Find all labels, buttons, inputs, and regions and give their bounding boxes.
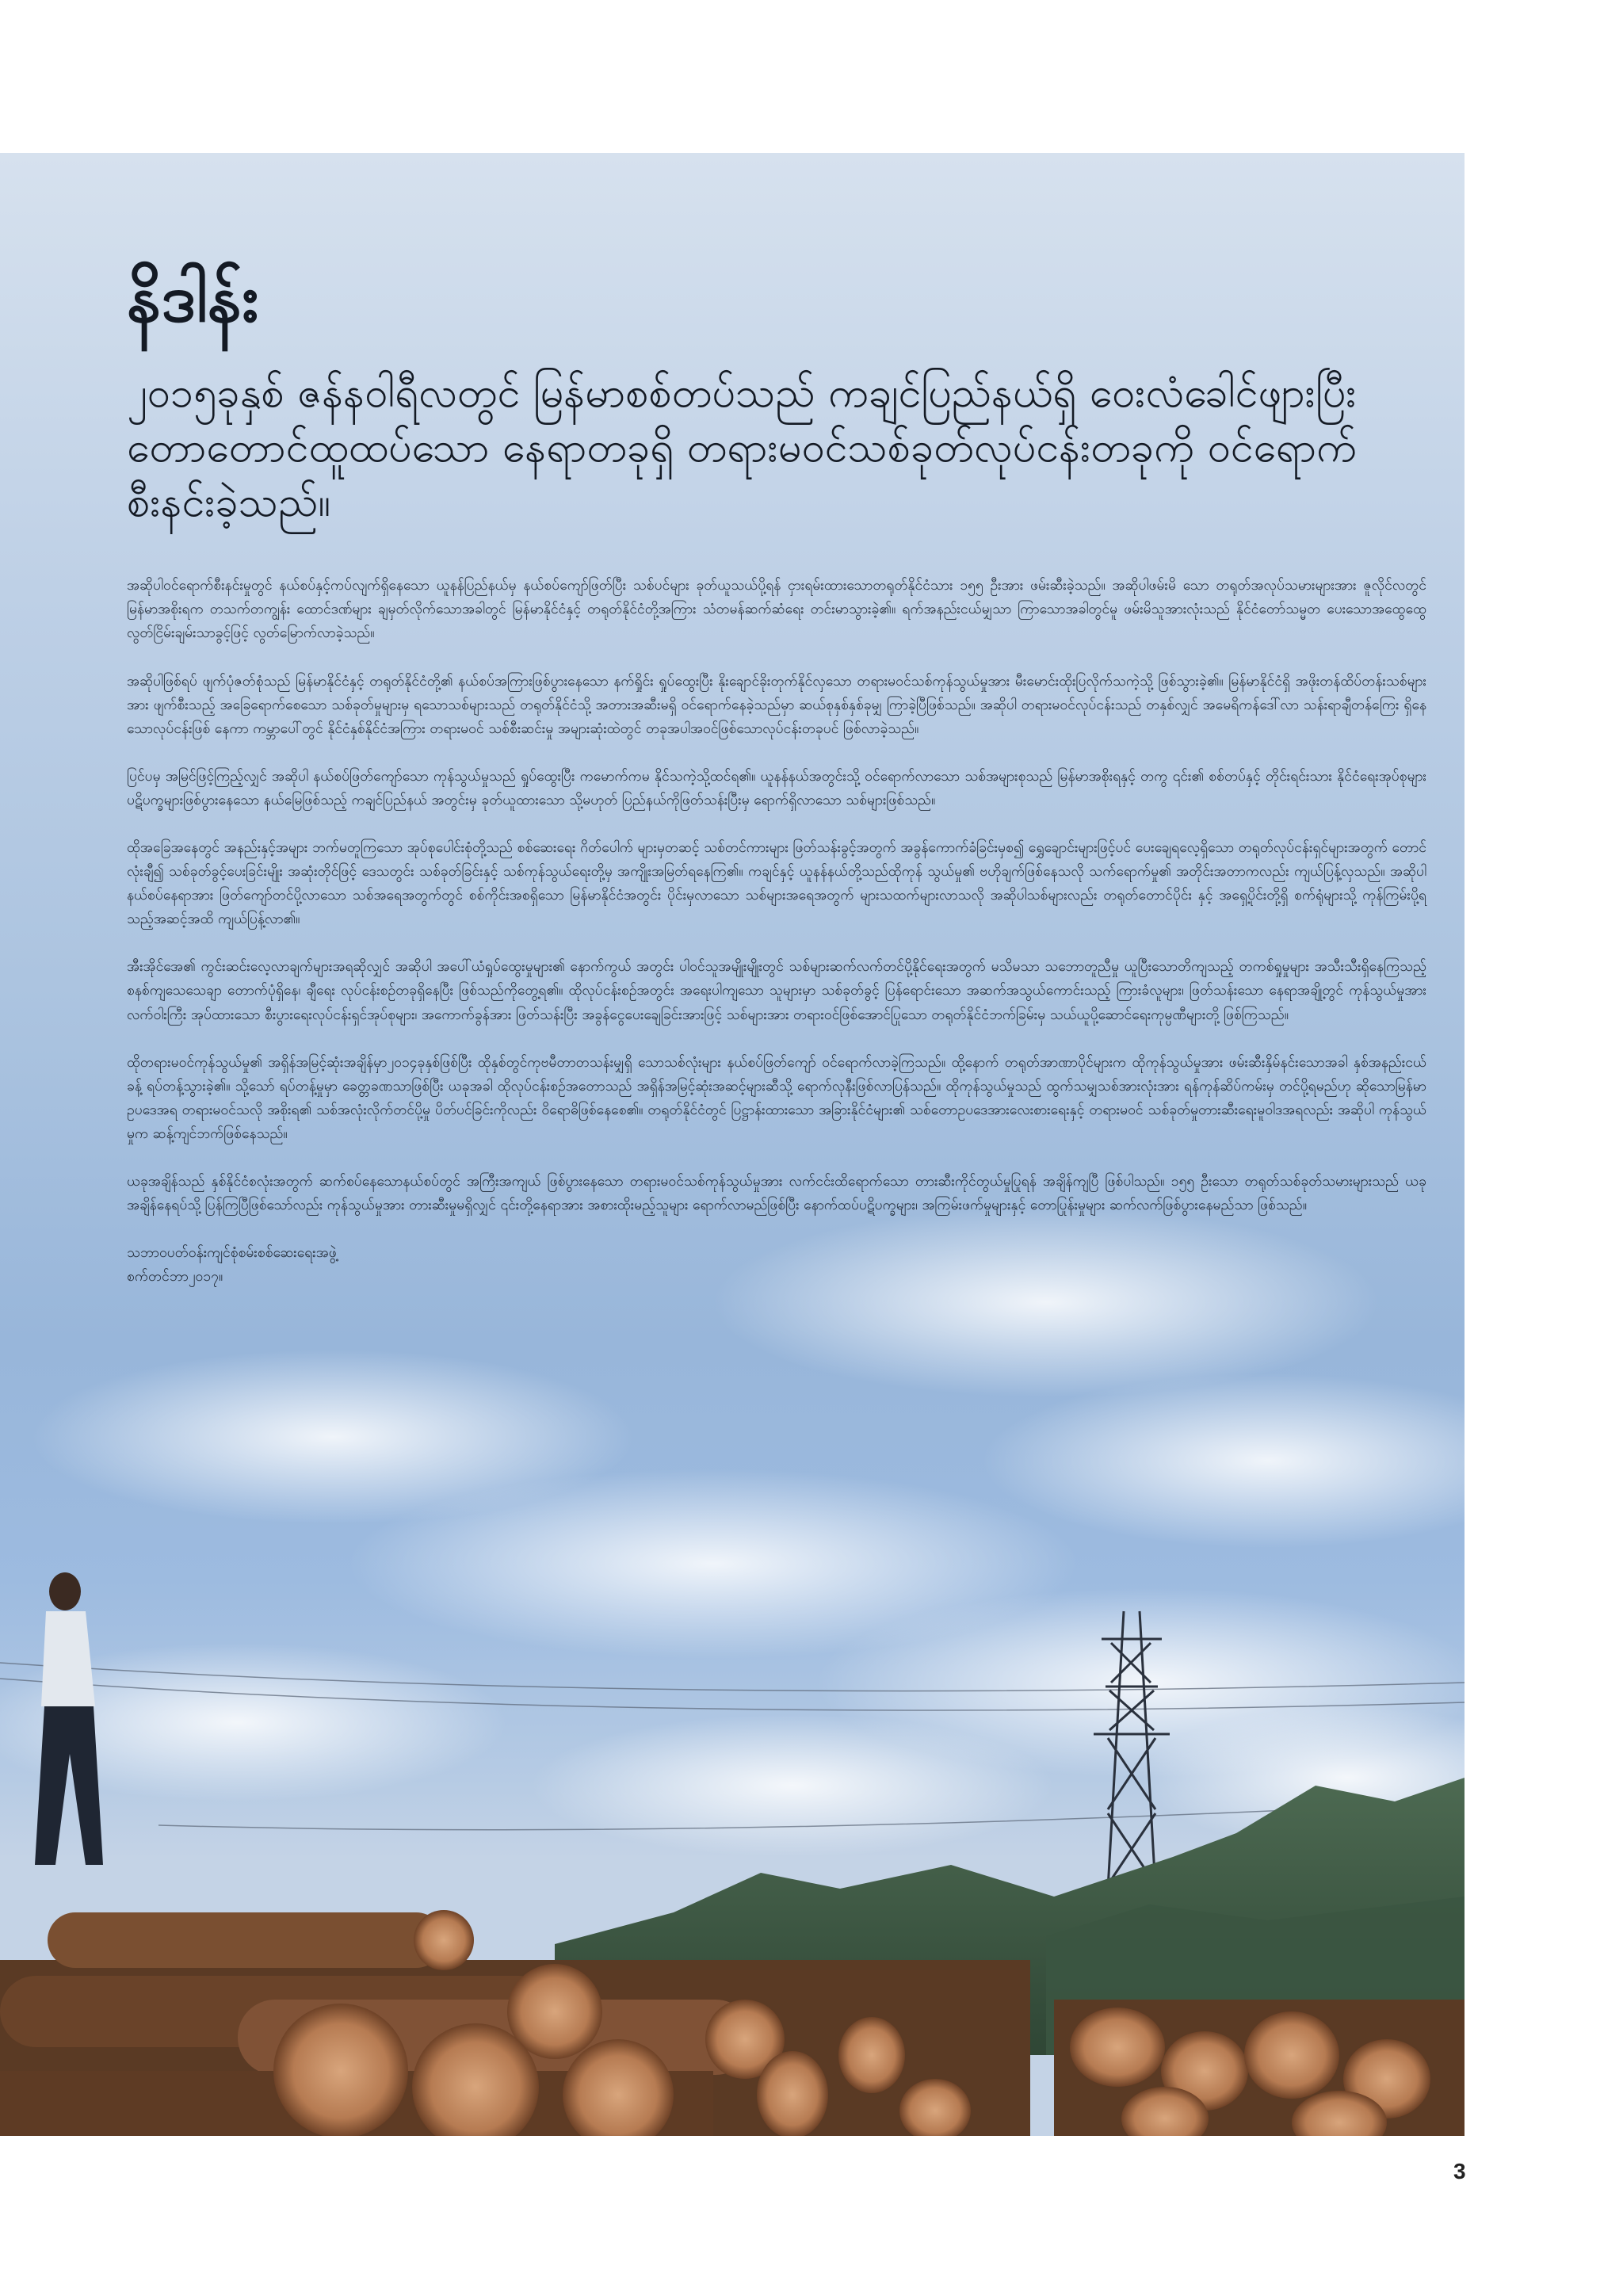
- log-pile-right: [1054, 2000, 1465, 2136]
- body-paragraph-2: အဆိုပါဖြစ်ရပ် ဖျက်ပုံဇတ်စုံသည် မြန်မာနိုင်ငံနှင့် တရုတ်နိုင်ငံတို့၏ နယ်စပ်အကြားဖြစ်ပွားနေသော နက်ရှိုင်း ရှုပ်ထွေးပြီး နိုးချောင်ခိုးတုက်နိုင်လှသော တရားမဝင်သစ်ကုန်သွယ်မှုအား မီးမောင်းထိုးပြလိုက်သကဲ့သို့ ဖြစ်သွားခဲ့၏။ မြန်မာနိုင်ငံရှိ အဖိုးတန်ထိပ်တန်းသစ်များအား ဖျက်စီးသည့် အခြေရောက်စေသော သစ်ခုတ်မှုများမှ ရသောသစ်များသည် တရုတ်နိုင်ငံသို့ အတားအဆီးမရှိ ဝင်ရောက်နေခဲ့သည်မှာ ဆယ်စုနှစ်နှစ်ခုမျှ ကြာခဲ့ပြီဖြစ်သည်။ အဆိုပါ တရားမဝင်လုပ်ငန်းသည် တနှစ်လျှင် အမေရိကန်ဒေါ်လာ သန်းရာချီတန်ကြေး ရှိနေသောလုပ်ငန်းဖြစ် နေကာ ကမ္ဘာပေါ်တွင် နိုင်ငံနှစ်နိုင်ငံအကြား တရားမဝင် သစ်စီးဆင်းမှု အများဆုံးထဲတွင် တခုအပါအဝင်ဖြစ်သောလုပ်ငန်းတခုပင် ဖြစ်လာခဲ့သည်။: [127, 673, 1426, 737]
- body-paragraph-7: ယခုအချိန်သည် နှစ်နိုင်ငံစလုံးအတွက် ဆက်စပ်နေသောနယ်စပ်တွင် အကြီးအကျယ် ဖြစ်ပွားနေသော တရားမဝင်သစ်ကုန်သွယ်မှုအား လက်ငင်းထိရောက်သော တားဆီးကိုင်တွယ်မှုပြုရန် အချိန်ကျပြီ ဖြစ်ပါသည်။ ၁၅၅ ဦးသော တရုတ်သစ်ခုတ်သမားများသည် ယခုအချိန်နေရပ်သို့ ပြန်ကြပြီဖြစ်သော်လည်း ကုန်သွယ်မှုအား တားဆီးမှုမရှိလျှင် ၎င်းတို့နေရာအား အစားထိုးမည့်သူများ ရောက်လာမည်ဖြစ်ပြီး နောက်ထပ်ပဋိပက္ခများ၊ အကြမ်းဖက်မှုများနှင့် တောပြုန်းမှုများ ဆက်လက်ဖြစ်ပွားနေမည်သာ ဖြစ်သည်။: [127, 1174, 1426, 1214]
- body-paragraph-4: ထိုအခြေအနေတွင် အနည်းနှင့်အများ ဘက်မတူကြသော အုပ်စုပေါင်းစုံတို့သည် စစ်ဆေးရေး ဂိတ်ပေါက် များမှတဆင့် သစ်တင်ကားများ ဖြတ်သန်းခွင့်အတွက် အခွန်ကောက်ခံခြင်းမှစ၍ ရွှေချောင်းများဖြင့်ပင် ပေးချေရလေ့ရှိသော တရုတ်လုပ်ငန်းရှင်များအတွက် တောင်လုံးချီ၍ သစ်ခုတ်ခွင့်ပေးခြင်းမျိုး အဆုံးတိုင်ဖြင့် ဒေသတွင်း သစ်ခုတ်ခြင်းနှင့် သစ်ကုန်သွယ်ရေးတို့မှ အကျိုးအမြတ်ရနေကြ၏။ ကချင်နှင့် ယူနန်နယ်တို့သည်ထိုကုန် သွယ်မှု၏ ဗဟိုချက်ဖြစ်နေသလို သက်ရောက်မှု၏ အတိုင်းအတာကလည်း ကျယ်ပြန့်လှသည်။ အဆိုပါ နယ်စပ်နေရာအား ဖြတ်ကျော်တင်ပို့လာသော သစ်အရေအတွက်တွင် စစ်ကိုင်းအစရှိသော မြန်မာနိုင်ငံအတွင်း ပိုင်းမှလာသော သစ်များအရေအတွက် များသထက်များလာသလို အဆိုပါသစ်များလည်း တရုတ်တောင်ပိုင်း နှင့် အရှေ့ပိုင်းတို့ရှိ စက်ရုံများသို့ ကုန်ကြမ်းပို့ရသည့်အဆင့်အထိ ကျယ်ပြန့်လာ၏။: [127, 840, 1426, 928]
- clouds: [0, 1207, 1465, 1857]
- body-paragraph-3: ပြင်ပမှ အမြင်ဖြင့်ကြည့်လျှင် အဆိုပါ နယ်စပ်ဖြတ်ကျော်သော ကုန်သွယ်မှုသည် ရှုပ်ထွေးပြီး ကမောက်ကမ နိုင်သကဲ့သို့ထင်ရ၏။ ယူနန်နယ်အတွင်းသို့ ဝင်ရောက်လာသော သစ်အများစုသည် မြန်မာအစိုးရနှင့် တကွ ၎င်း၏ စစ်တပ်နှင့် တိုင်းရင်းသား နိုင်ငံရေးအုပ်စုများ ပဋိပက္ခများဖြစ်ပွားနေသော နယ်မြေဖြစ်သည့် ကချင်ပြည်နယ် အတွင်းမှ ခုတ်ယူထားသော သို့မဟုတ် ပြည်နယ်ကိုဖြတ်သန်းပြီးမှ ရောက်ရှိလာသော သစ်များဖြစ်သည်။: [127, 768, 1426, 808]
- page-number: 3: [1453, 2159, 1466, 2183]
- body-paragraph-1: အဆိုပါဝင်ရောက်စီးနင်းမှုတွင် နယ်စပ်နှင့်ကပ်လျက်ရှိနေသော ယူနန်ပြည်နယ်မှ နယ်စပ်ကျော်ဖြတ်ပြီး သစ်ပင်များ ခုတ်ယူသယ်ပို့ရန် ငှားရမ်းထားသောတရုတ်နိုင်ငံသား ၁၅၅ ဦးအား ဖမ်းဆီးခဲ့သည်။ အဆိုပါဖမ်းမိ သော တရုတ်အလုပ်သမားများအား ဇူလိုင်လတွင် မြန်မာအစိုးရက တသက်တကျွန်း ထောင်ဒဏ်များ ချမှတ်လိုက်သောအခါတွင် မြန်မာနိုင်ငံနှင့် တရုတ်နိုင်ငံတို့အကြား သံတမန်ဆက်ဆံရေး တင်းမာသွားခဲ့၏။ ရက်အနည်းငယ်မျှသာ ကြာသောအခါတွင်မူ ဖမ်းမိသူအားလုံးသည် နိုင်ငံတော်သမ္မတ ပေးသောအထွေထွေ လွတ်ငြိမ်းချမ်းသာခွင့်ဖြင့် လွတ်မြောက်လာခဲ့သည်။: [127, 578, 1426, 642]
- page-subtitle: ၂၀၁၅ခုနှစ် ဇန်နဝါရီလတွင် မြန်မာစစ်တပ်သည် ကချင်ပြည်နယ်ရှိ ဝေးလံခေါင်ဖျားပြီး တောတောင်ထူထပ်သော နေရာတခုရှိ တရားမဝင်သစ်ခုတ်လုပ်ငန်းတခုကို ဝင်ရောက်စီးနင်းခဲ့သည်။: [127, 369, 1357, 526]
- page-title: နိဒါန်း: [127, 259, 259, 337]
- article-body: [127, 259, 1426, 1289]
- signature-organization: သဘာဝပတ်ဝန်းကျင်စုံစမ်းစစ်ဆေးရေးအဖွဲ့: [127, 1245, 337, 1262]
- person-figure: [35, 1572, 103, 1865]
- body-paragraph-5: အီးအိုင်အေ၏ ကွင်းဆင်းလေ့လာချက်များအရဆိုလျှင် အဆိုပါ အပေါ်ယံရှုပ်ထွေးမှုများ၏ နောက်ကွယ် အတွင်း ပါဝင်သူအမျိုးမျိုးတွင် သစ်များဆက်လက်တင်ပို့နိုင်ရေးအတွက် မသိမသာ သဘောတူညီမှု ယူပြီးသောတိကျသည့် တကစ်ရှုမှုများ အသီးသီးရှိနေကြသည့် စနစ်ကျသေသေချာ တောက်ပုံရှိနေ၊ ချီရေး လုပ်ငန်းစဉ်တခုရှိနေပြီး ဖြစ်သည်ကိုတွေ့ရ၏။ ထိုလုပ်ငန်းစဉ်အတွင်း အရေးပါကျသော သူများမှာ သစ်ခုတ်ခွင့် ပြန်ရောင်းသော အဆက်အသွယ်ကောင်းသည့် ကြားခံလူများ၊ ဖြတ်သန်းသော နေရာအချို့တွင် ကုန်သွယ်မှုအားလက်ဝါးကြီး အုပ်ထားသော စီးပွားရေးလုပ်ငန်းရှင်အုပ်စုများ၊ အကောက်ခွန်အား ဖြတ်သန်းပြီး အခွန်ငွေပေးချေခြင်းအားဖြင့် သစ်များအား တရားဝင်ဖြစ်အောင်ပြုသော တရုတ်နိုင်ငံဘက်ခြမ်းမှ သယ်ယူပို့ဆောင်ရေးကုမ္ပဏီများတို့ ဖြစ်ကြသည်။: [127, 959, 1426, 1023]
- signature-date: စက်တင်ဘာ၂၀၁၇။: [127, 1269, 223, 1286]
- body-paragraph-6: ထိုတရားမဝင်ကုန်သွယ်မှု၏ အရှိန်အမြင့်ဆုံးအချိန်မှာ၂၀၁၄ခုနှစ်ဖြစ်ပြီး ထိုနှစ်တွင်ကုဗမီတာတသန်းမျှရှိ သောသစ်လုံးများ နယ်စပ်ဖြတ်ကျော် ဝင်ရောက်လာခဲ့ကြသည်။ ထို့နောက် တရုတ်အာဏာပိုင်များက ထိုကုန်သွယ်မှုအား ဖမ်းဆီးနှိမ်နင်းသောအခါ နှစ်အနည်းငယ်ခန့် ရပ်တန့်သွားခဲ့၏။ သို့သော် ရပ်တန့်မှုမှာ ခေတ္တခဏသာဖြစ်ပြီး ယခုအခါ ထိုလုပ်ငန်းစဉ်အတောသည် အရှိန်အမြင့်ဆုံးအဆင့်များဆီသို့ ရောက်လုနီးဖြစ်လာပြန်သည်။ ထိုကုန်သွယ်မှုသည် ထွက်သမျှသစ်အားလုံးအား ရန်ကုန်ဆိပ်ကမ်းမှ တင်ပို့ရမည်ဟု ဆိုသောမြန်မာ ဥပဒေအရ တရားမဝင်သလို အစိုးရ၏ သစ်အလုံးလိုက်တင်ပို့မှု ပိတ်ပင်ခြင်းကိုလည်း ဝိရောဓိဖြစ်နေစေ၏။ တရုတ်နိုင်ငံတွင် ပြဋ္ဌာန်းထားသော အခြားနိုင်ငံများ၏ သစ်တောဥပဒေအားလေးစားရေးနှင့် တရားမဝင် သစ်ခုတ်မှုတားဆီးရေးမူဝါဒအရလည်း အဆိုပါ ကုန်သွယ်မှုက ဆန့်ကျင်ဘက်ဖြစ်နေသည်။: [127, 1054, 1426, 1142]
